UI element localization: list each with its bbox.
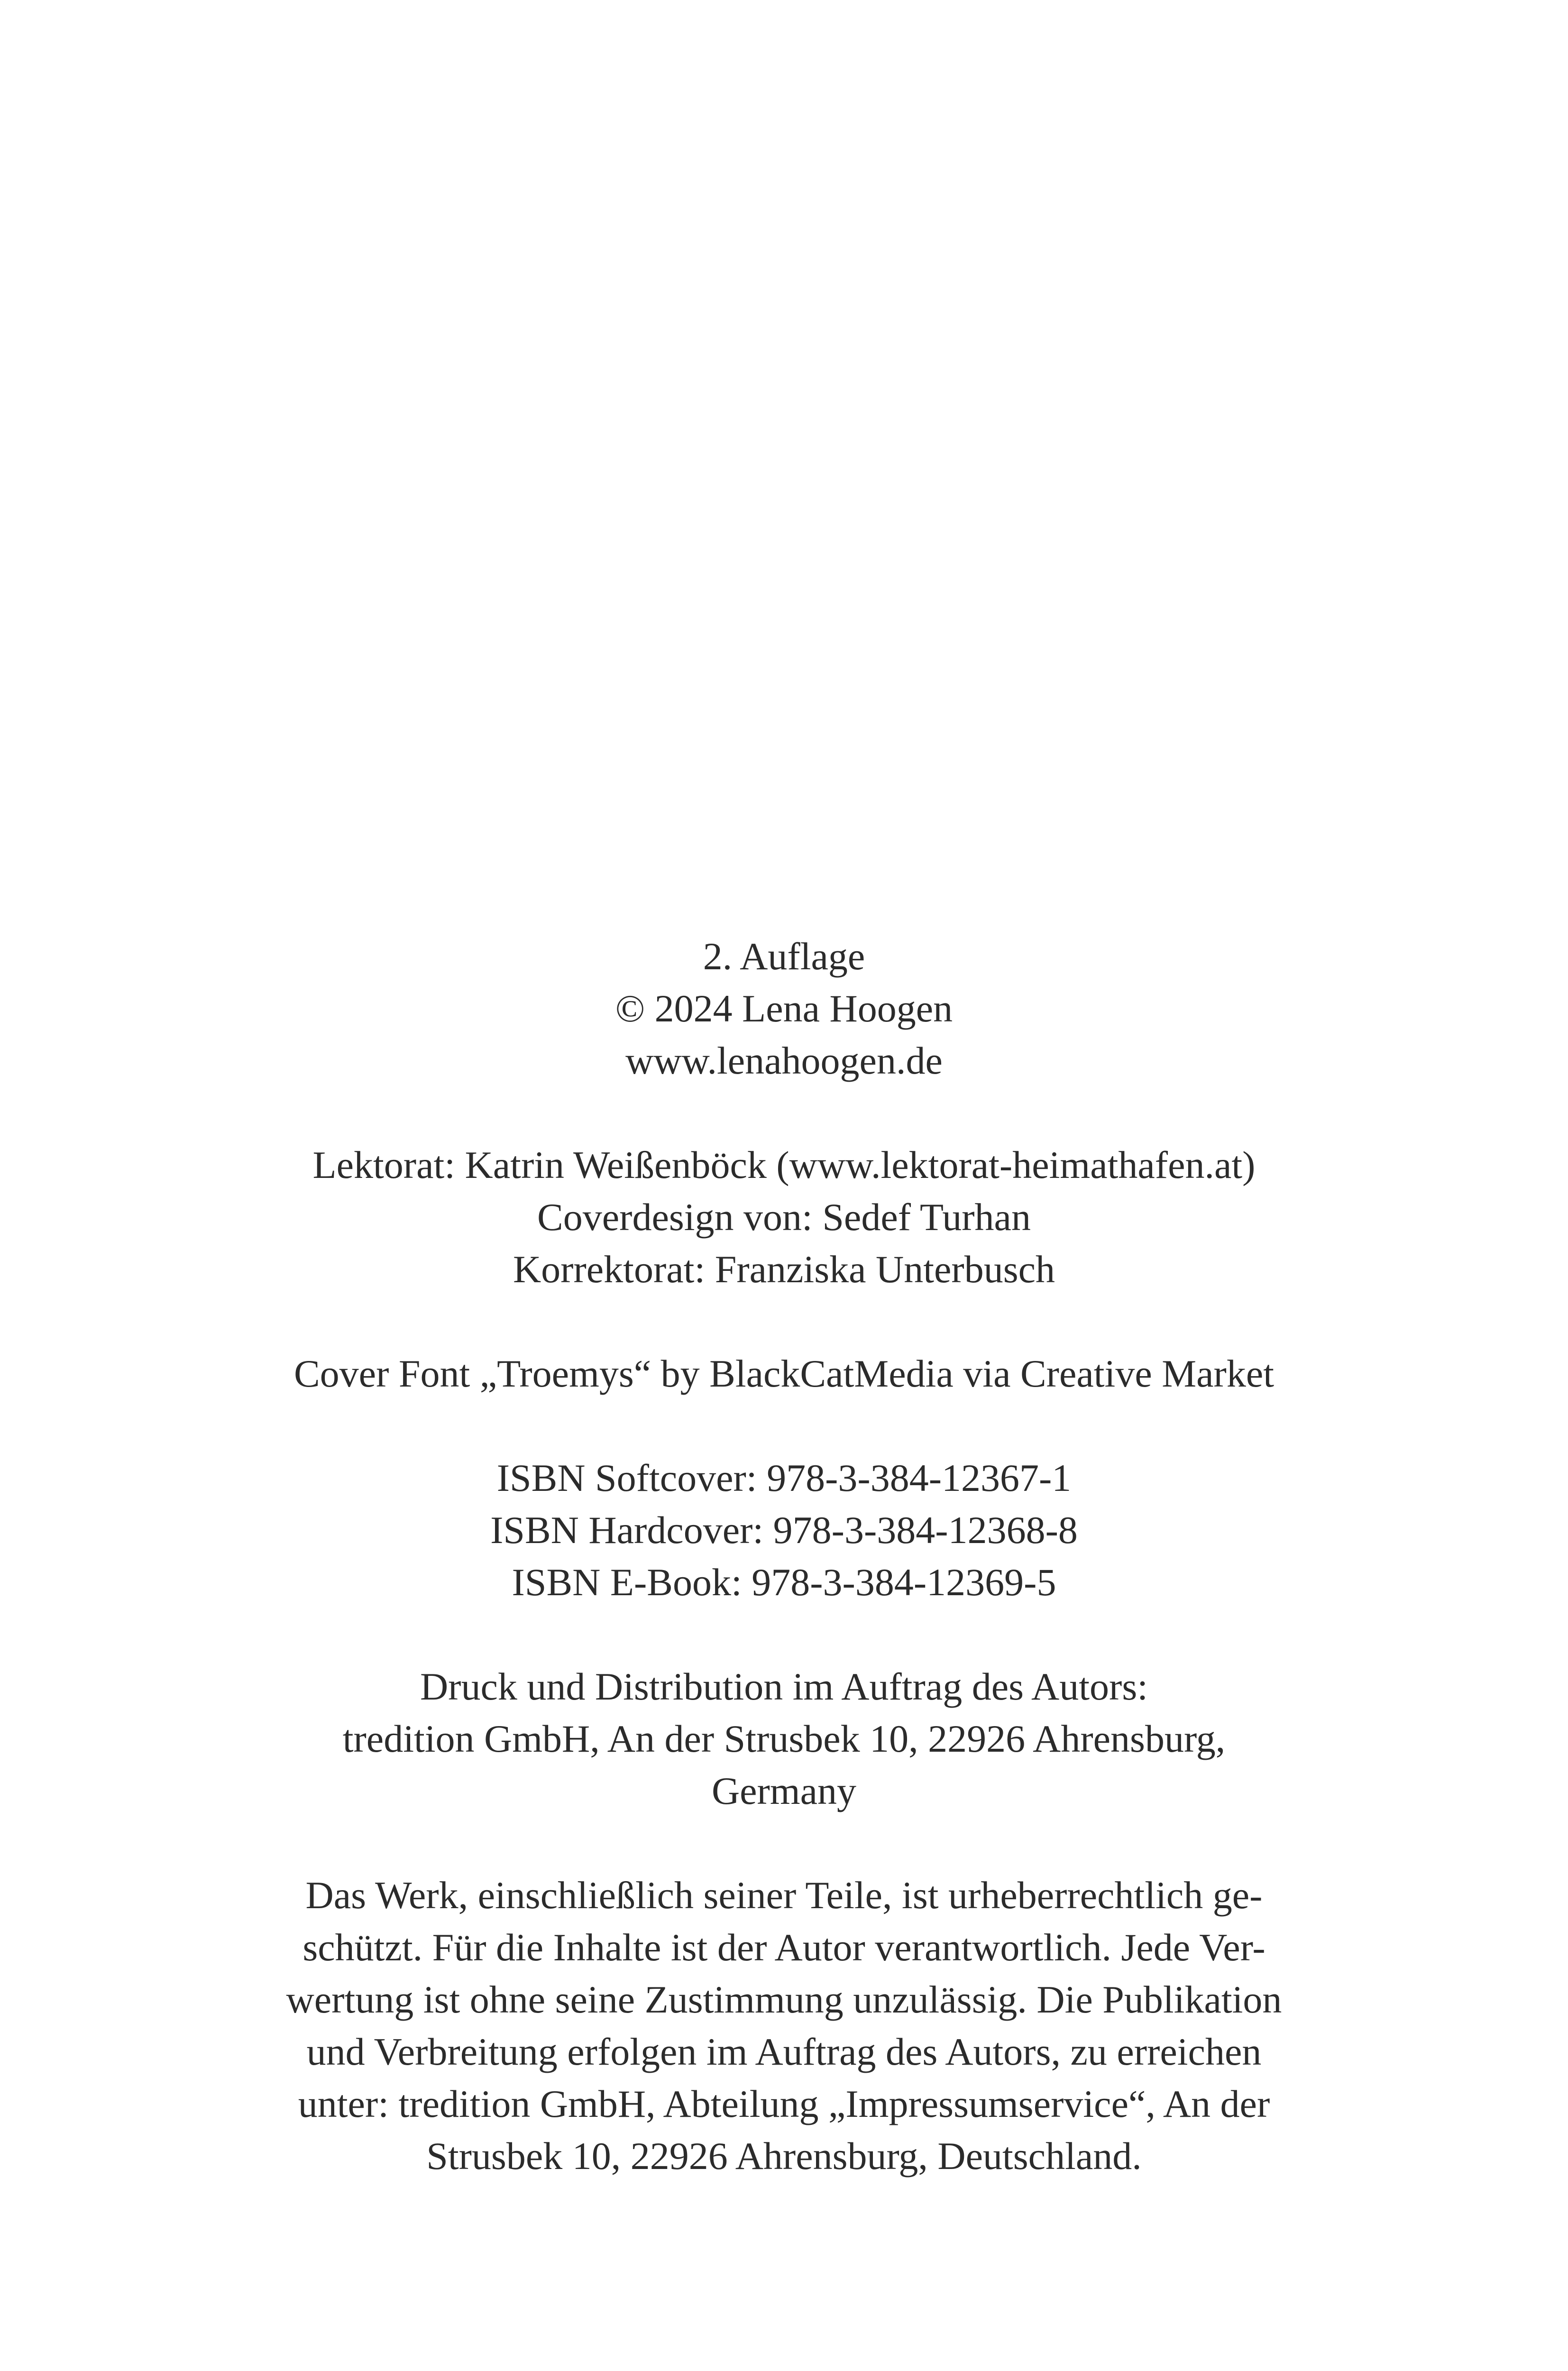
distribution-line: Druck und Distribution im Auftrag des Autors: — [420, 1665, 1148, 1708]
lektorat-credit: Lektorat: Katrin Weißenböck (www.lektorat-heimathafen.at) — [312, 1143, 1256, 1186]
isbn-ebook: ISBN E-Book: 978-3-384-12369-5 — [512, 1561, 1056, 1604]
spacer — [0, 1296, 1568, 1348]
credits-block — [0, 1139, 1568, 1296]
spacer — [0, 1087, 1568, 1139]
legal-line: schützt. Für die Inhalte ist der Autor verantwortlich. Jede Ver- — [303, 1926, 1265, 1969]
legal-notice-block — [0, 1869, 1568, 2182]
cover-font-credit: Cover Font „Troemys“ by BlackCatMedia via Creative Market — [293, 1352, 1275, 1395]
legal-line: unter: tredition GmbH, Abteilung „Impressumservice“, An der — [298, 2082, 1270, 2125]
korrektorat-credit: Korrektorat: Franziska Unterbusch — [513, 1248, 1055, 1291]
isbn-block — [0, 1452, 1568, 1608]
font-credit-block — [0, 1348, 1568, 1400]
distribution-block — [0, 1661, 1568, 1817]
distribution-line: tredition GmbH, An der Strusbek 10, 22926 Ahrensburg, — [342, 1717, 1226, 1760]
isbn-hardcover: ISBN Hardcover: 978-3-384-12368-8 — [490, 1508, 1078, 1552]
legal-line: Strusbek 10, 22926 Ahrensburg, Deutschland. — [426, 2134, 1142, 2178]
edition-block — [0, 930, 1568, 1087]
isbn-softcover: ISBN Softcover: 978-3-384-12367-1 — [496, 1456, 1072, 1499]
spacer — [0, 1608, 1568, 1661]
copyright-notice: © 2024 Lena Hoogen — [615, 987, 953, 1030]
legal-line: und Verbreitung erfolgen im Auftrag des Autors, zu erreichen — [306, 2030, 1262, 2073]
spacer — [0, 1400, 1568, 1452]
edition-label: 2. Auflage — [703, 935, 865, 978]
legal-line: wertung ist ohne seine Zustimmung unzulässig. Die Publikation — [286, 1978, 1282, 2021]
distribution-line: Germany — [711, 1769, 857, 1812]
author-website: www.lenahoogen.de — [625, 1039, 943, 1082]
spacer — [0, 1817, 1568, 1869]
coverdesign-credit: Coverdesign von: Sedef Turhan — [537, 1195, 1031, 1239]
imprint-page — [0, 930, 1568, 2182]
legal-line: Das Werk, einschließlich seiner Teile, ist urheberrechtlich ge- — [305, 1874, 1263, 1917]
